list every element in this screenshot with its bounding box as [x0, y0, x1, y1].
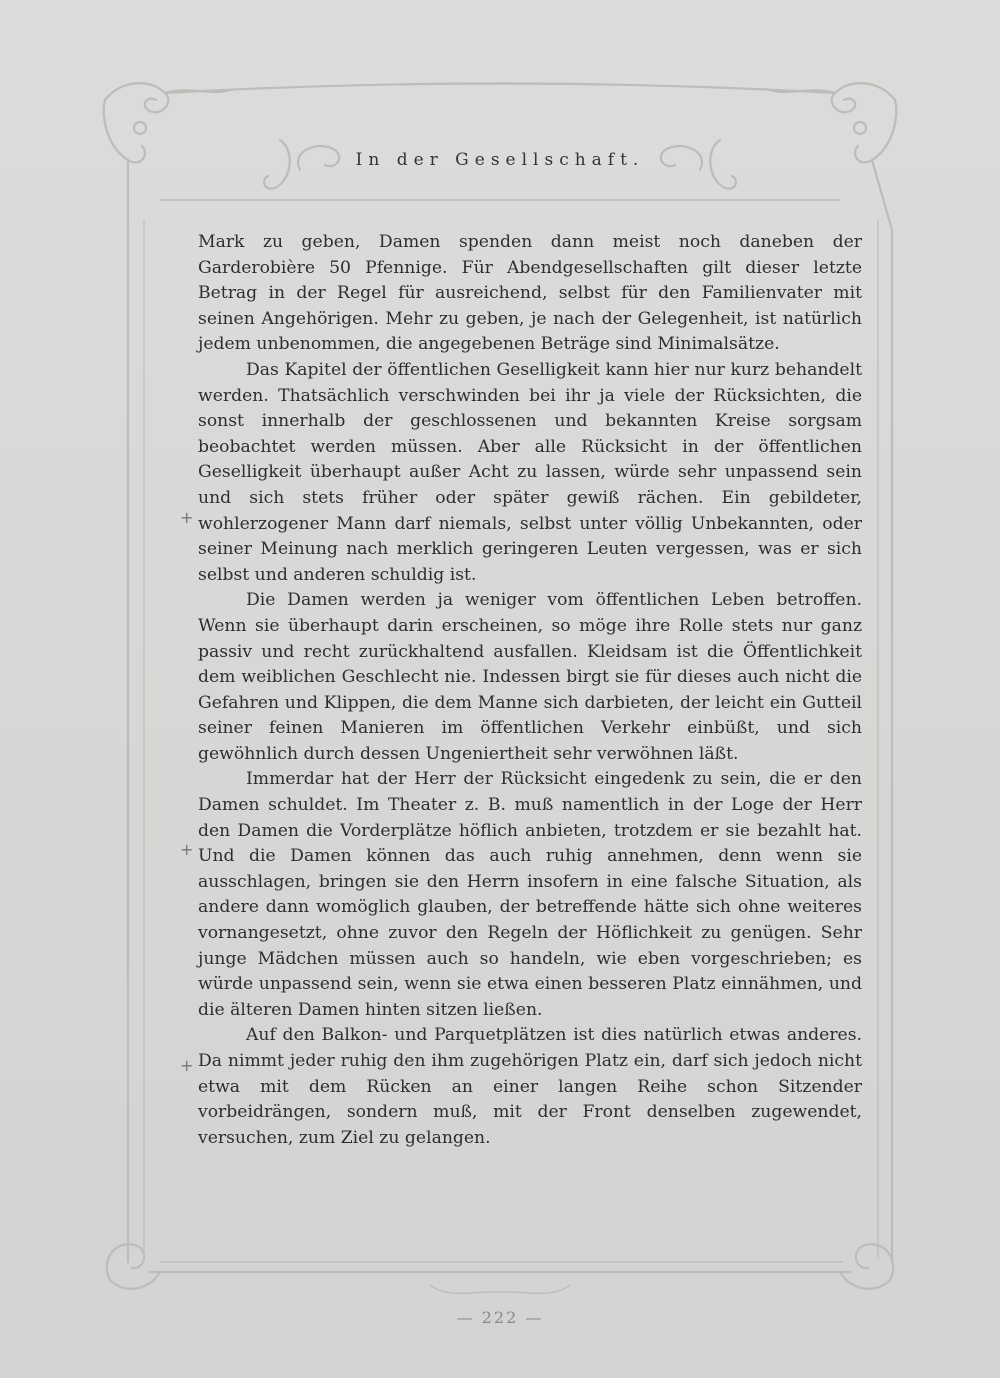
paragraph-1: Mark zu geben, Damen spenden dann meist noch daneben der Garderobière 50 Pfennige. Für Abendgesellschaften gilt dieser letzte Betrag in der Regel für ausreichend, selbst für den Familienvater mit seinen Angehörigen. Mehr zu geben, je nach der Gelegenheit, ist natürlich jedem unbenommen, die angegebenen Beträge sind Minimalsätze. [198, 232, 862, 355]
running-header: In der Gesellschaft. [355, 150, 645, 170]
body-text [198, 230, 862, 1151]
margin-mark: + [180, 1056, 194, 1075]
paragraph-5: Auf den Balkon- und Parquetplätzen ist dies natürlich etwas anderes. Da nimmt jeder ruhig den ihm zugehörigen Platz ein, darf sich jedoch nicht etwa mit dem Rücken an einer langen Reihe schon Sitzender vorbeidrängen, sondern muß, mit der Front denselben zugewendet, versuchen, zum Ziel zu gelangen. [198, 1025, 862, 1148]
ornament-bottom-right [856, 1244, 893, 1280]
ornament-top-left [105, 83, 168, 112]
paragraph-3: Die Damen werden ja weniger vom öffentlichen Leben betroffen. Wenn sie überhaupt darin erscheinen, so möge ihre Rolle stets nur ganz passiv und recht zurückhaltend ausfallen. Kleidsam ist die Öffentlichkeit dem weiblichen Geschlecht nie. Indessen birgt sie für dieses auch nicht die Gefahren und Klippen, die dem Manne sich darbieten, der leicht ein Gutteil seiner feinen Manieren im öffentlichen Verkehr einbüßt, und sich gewöhnlich durch dessen Ungeniertheit sehr verwöhnen läßt. [198, 590, 862, 764]
margin-mark: + [180, 508, 194, 527]
page-number: — 222 — [456, 1308, 544, 1327]
ornament-bottom-left [107, 1244, 144, 1280]
ornament-top-right [832, 83, 895, 112]
frame-top-line [165, 84, 835, 94]
margin-mark: + [180, 840, 194, 859]
paragraph-4: Immerdar hat der Herr der Rücksicht eingedenk zu sein, die er den Damen schuldet. Im Theater z. B. muß namentlich in der Loge der Herr den Damen die Vorderplätze höflich anbieten, trotzdem er sie bezahlt hat. Und die Damen können das auch ruhig annehmen, denn wenn sie ausschlagen, bringen sie den Herrn insofern in eine falsche Situation, als andere dann womöglich glauben, der betreffende hätte sich ohne weiteres vornangesetzt, ohne zuvor den Regeln der Höflichkeit zu genügen. Sehr junge Mädchen müssen auch so handeln, wie eben vorgeschrieben; es würde unpassend sein, wenn sie etwa einen besseren Platz einnähmen, und die älteren Damen hinten sitzen ließen. [198, 769, 862, 1020]
paragraph-2: Das Kapitel der öffentlichen Geselligkeit kann hier nur kurz behandelt werden. Thatsächlich verschwinden bei ihr ja viele der Rücksichten, die sonst innerhalb der geschlossenen und bekannten Kreise sorgsam beobachtet werden müssen. Aber alle Rücksicht in der öffentlichen Geselligkeit überhaupt außer Acht zu lassen, würde sehr unpassend sein und sich stets früher oder später gewiß rächen. Ein gebildeter, wohlerzogener Mann darf niemals, selbst unter völlig Unbekannten, oder seiner Meinung nach merklich geringeren Leuten vergessen, was er sich selbst und anderen schuldig ist. [198, 359, 862, 585]
